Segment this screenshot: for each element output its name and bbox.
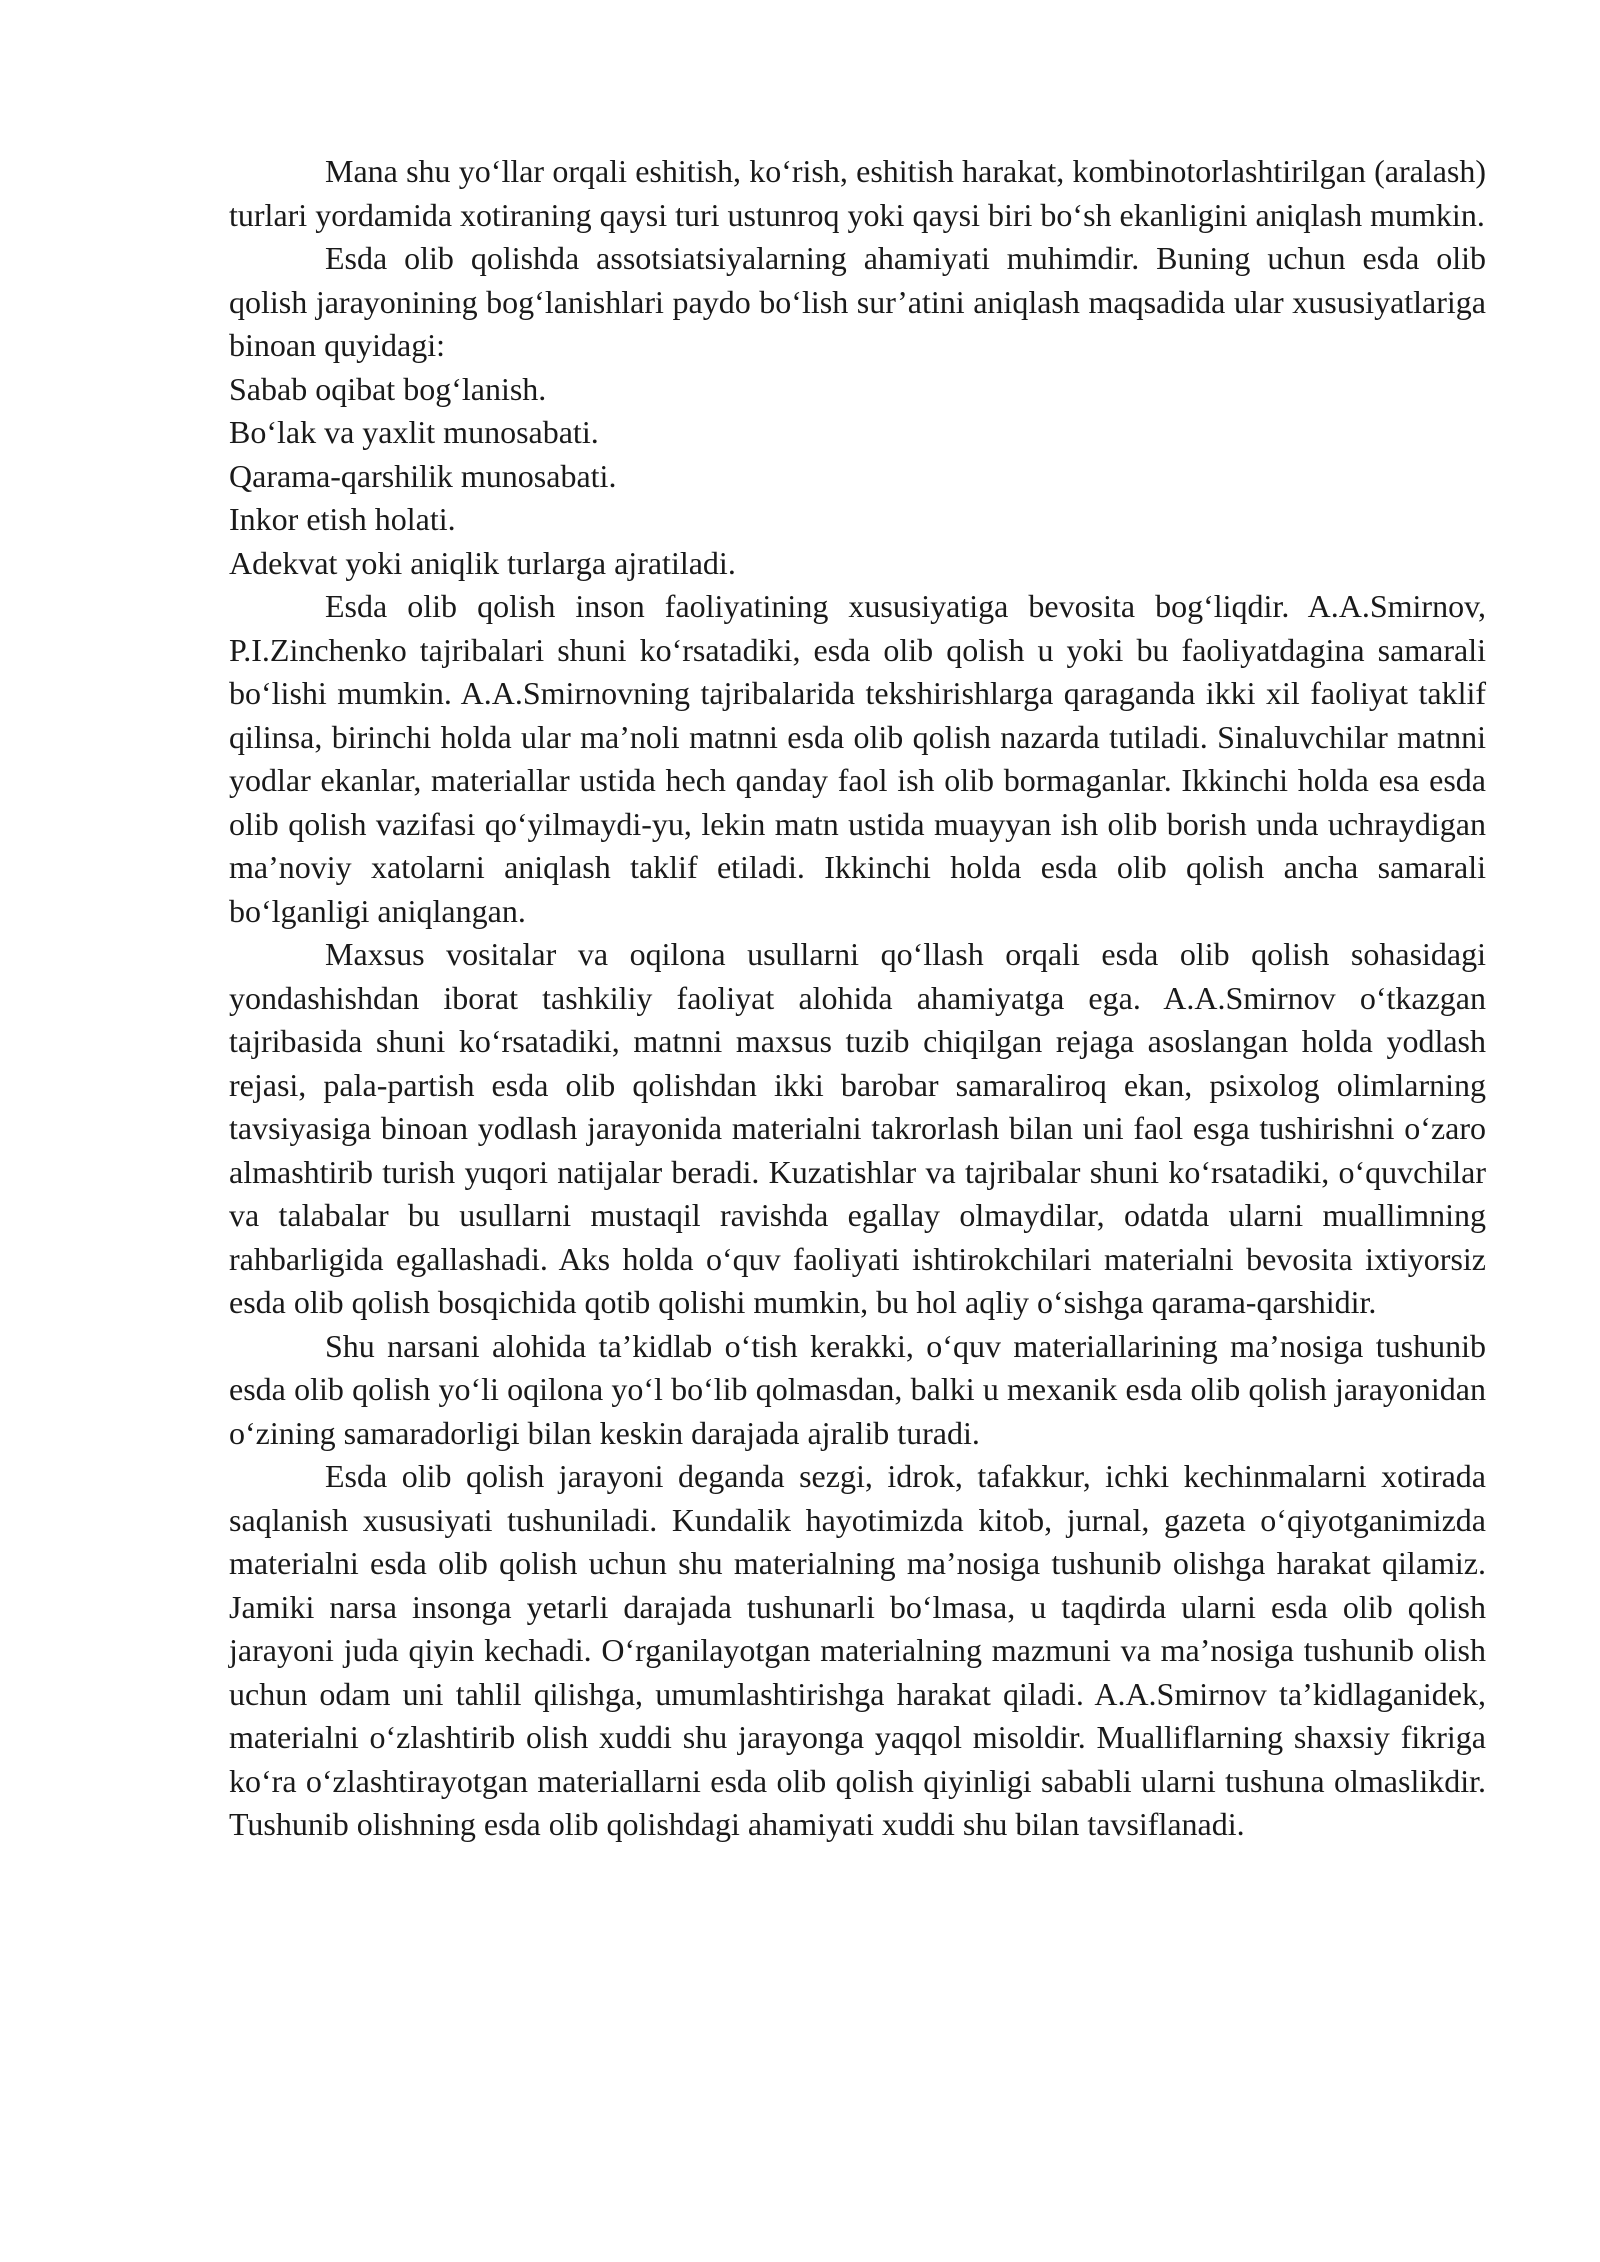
list-item: Bo‘lak va yaxlit munosabati. — [229, 414, 599, 450]
list-item: Inkor etish holati. — [229, 501, 456, 537]
paragraph: Esda olib qolish inson faoliyatining xususiyatiga bevosita bog‘liqdir. A.A.Smirnov, P.I.Zinchenko tajribalari shuni ko‘rsatadiki, esda olib qolish u yoki bu faoliyatdagina samarali bo‘lishi mumkin. A.A.Smirnovning tajribalarida tekshirishlarga qaraganda ikki xil faoliyat taklif qilinsa, birinchi holda ular ma’noli matnni esda olib qolish nazarda tutiladi. Sinaluvchilar matnni yodlar ekanlar, materiallar ustida hech qanday faol ish olib bormaganlar. Ikkinchi holda esa esda olib qolish vazifasi qo‘yilmaydi-yu, lekin matn ustida muayyan ish olib borish unda uchraydigan ma’noviy xatolarni aniqlash taklif etiladi. Ikkinchi holda esda olib qolish ancha samarali bo‘lganligi aniqlangan. — [229, 588, 1486, 929]
list-item: Sabab oqibat bog‘lanish. — [229, 370, 547, 407]
document-page — [229, 150, 1486, 1847]
paragraph: Shu narsani alohida ta’kidlab o‘tish kerakki, o‘quv materiallarining ma’nosiga tushunib esda olib qolish yo‘li oqilona yo‘l bo‘lib qolmasdan, balki u mexanik esda olib qolish jarayonidan o‘zining samaradorligi bilan keskin darajada ajralib turadi. — [229, 1327, 1486, 1451]
list-item: Adekvat yoki aniqlik turlarga ajratiladi. — [229, 544, 736, 581]
list-item: Qarama-qarshilik munosabati. — [229, 457, 617, 494]
paragraph: Maxsus vositalar va oqilona usullarni qo‘llash orqali esda olib qolish sohasidagi yondashishdan iborat tashkiliy faoliyat alohida ahamiyatga ega. A.A.Smirnov o‘tkazgan tajribasida shuni ko‘rsatadiki, matnni maxsus tuzib chiqilgan rejaga asoslangan holda yodlash rejasi, pala-partish esda olib qolishdan ikki barobar samaraliroq ekan, psixolog olimlarning tavsiyasiga binoan yodlash jarayonida materialni takrorlash bilan uni faol esga tushirishni o‘zaro almashtirib turish yuqori natijalar beradi. Kuzatishlar va tajribalar shuni ko‘rsatadiki, o‘quvchilar va talabalar bu usullarni mustaqil ravishda egallay olmaydilar, odatda ularni muallimning rahbarligida egallashadi. Aks holda o‘quv faoliyati ishtirokchilari materialni bevosita ixtiyorsiz esda olib qolish bosqichida qotib qolishi mumkin, bu hol aqliy o‘sishga qarama-qarshidir. — [229, 936, 1486, 1320]
paragraph: Mana shu yo‘llar orqali eshitish, ko‘rish, eshitish harakat, kombinotorlashtirilgan (aralash) turlari yordamida xotiraning qaysi turi ustunroq yoki qaysi biri bo‘sh ekanligini aniqlash mumkin. — [229, 153, 1486, 233]
paragraph: Esda olib qolishda assotsiatsiyalarning ahamiyati muhimdir. Buning uchun esda olib qolish jarayonining bog‘lanishlari paydo bo‘lish sur’atini aniqlash maqsadida ular xususiyatlariga binoan quyidagi: — [229, 240, 1486, 363]
paragraph: Esda olib qolish jarayoni deganda sezgi, idrok, tafakkur, ichki kechinmalarni xotirada saqlanish xususiyati tushuniladi. Kundalik hayotimizda kitob, jurnal, gazeta o‘qiyotganimizda materialni esda olib qolish uchun shu materialning ma’nosiga tushunib olishga harakat qilamiz. Jamiki narsa insonga yetarli darajada tushunarli bo‘lmasa, u taqdirda ularni esda olib qolish jarayoni juda qiyin kechadi. O‘rganilayotgan materialning mazmuni va ma’nosiga tushunib olish uchun odam uni tahlil qilishga, umumlashtirishga harakat qiladi. A.A.Smirnov ta’kidlaganidek, materialni o‘zlashtirib olish xuddi shu jarayonga yaqqol misoldir. Mualliflarning shaxsiy fikriga ko‘ra o‘zlashtirayotgan materiallarni esda olib qolish qiyinligi sababli ularni tushuna olmaslikdir. Tushunib olishning esda olib qolishdagi ahamiyati xuddi shu bilan tavsiflanadi. — [229, 1458, 1486, 1842]
